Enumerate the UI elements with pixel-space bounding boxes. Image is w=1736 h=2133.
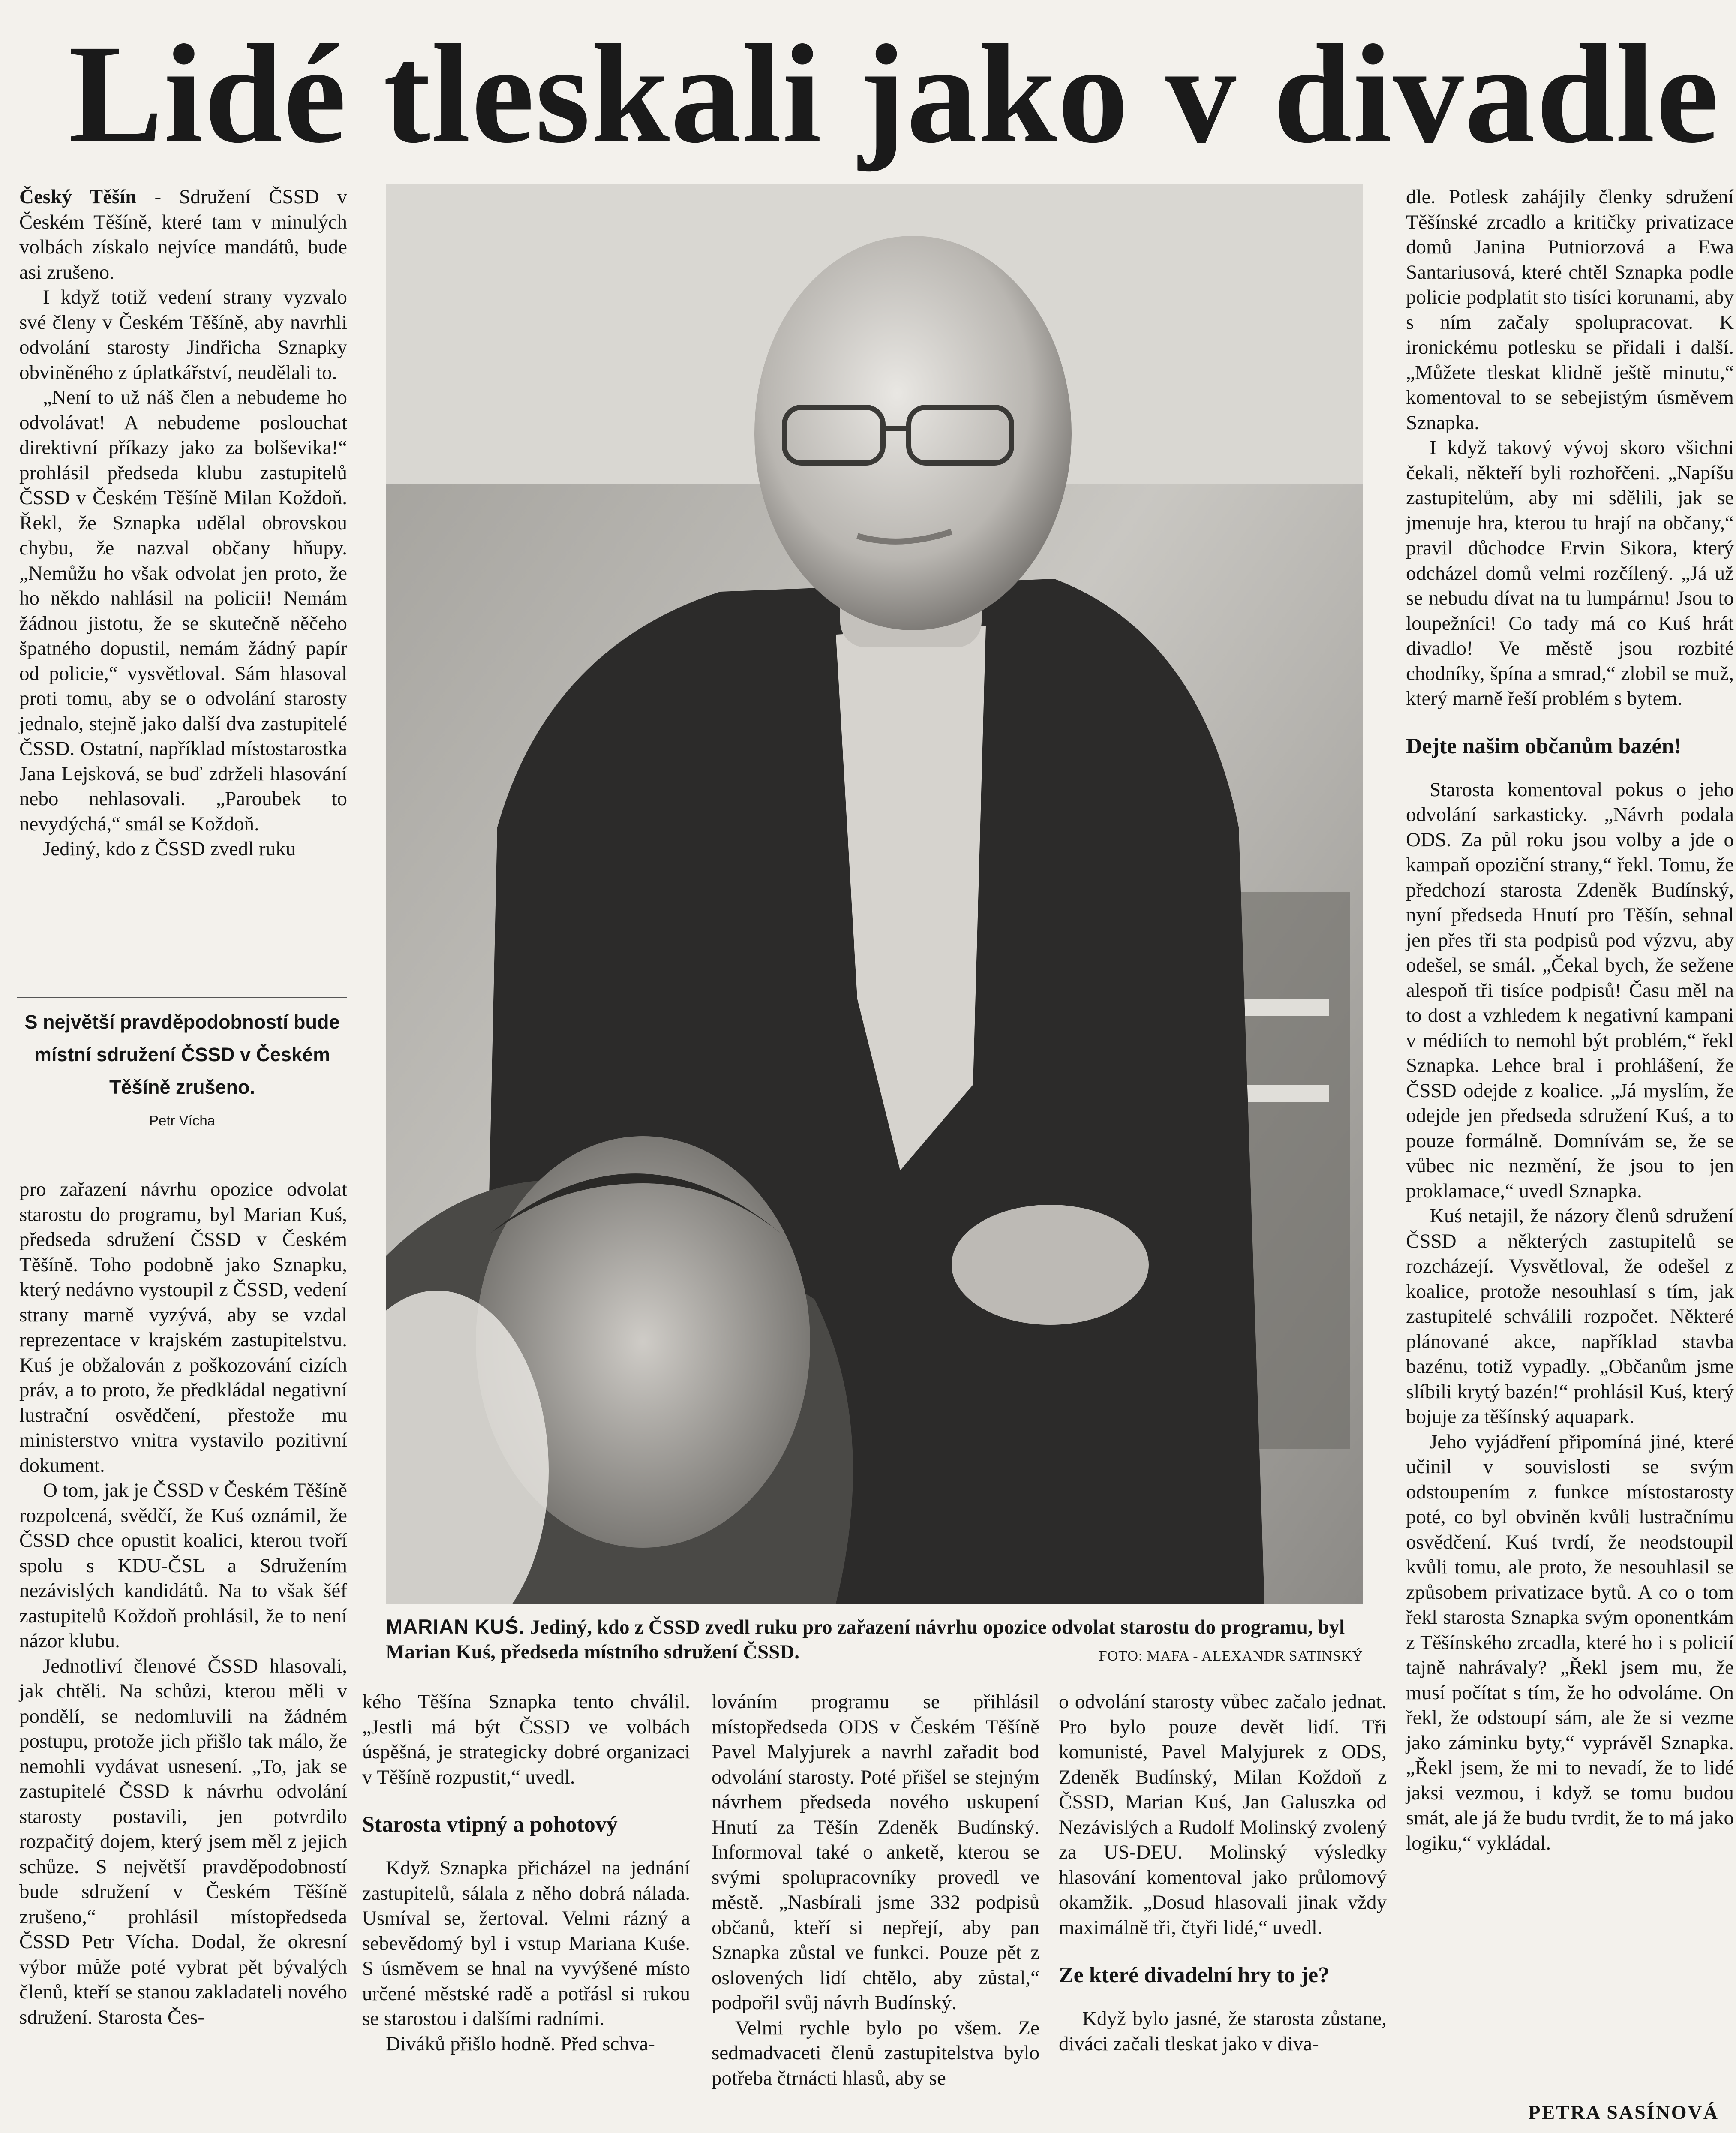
- pull-quote-author: Petr Vícha: [149, 1113, 216, 1128]
- headline: Lidé tleskali jako v divadle: [69, 16, 1720, 172]
- article-column-2: [362, 1689, 690, 2056]
- paragraph: lováním programu se přihlásil místopředseda ODS v Českém Těšíně Pavel Malyjurek a navrhl zařadit bod odvolání starosty. Poté přišel se stejným návrhem předseda nového uskupení Hnutí za Těšín Zdeněk Budínský. Informoval také o anketě, kterou se svými spolupracovníky provedl ve městě. „Nasbírali jsme 332 podpisů občanů, kteří si nepřejí, aby pan Sznapka zůstal ve funkci. Pouze pět z oslovených lidí chtělo, aby zůstal,“ podpořil svůj návrh Budínský.: [712, 1691, 1039, 2014]
- paragraph: Velmi rychle bylo po všem. Ze sedmadvaceti členů zastupitelstva bylo potřeba čtrnácti hlasů, aby se: [712, 2016, 1039, 2089]
- paragraph: o odvolání starosty vůbec začalo jednat. Pro bylo pouze devět lidí. Tři komunisté, Pavel Malyjurek z ODS, Zdeněk Budínský, Milan Koždoň z ČSSD, Marian Kuś, Jan Galuszka od Nezávislých a Rudolf Molinský zvolený za US-DEU. Molinský výsledky hlasování komentoval jako průlomový okamžik. „Dosud hlasovali jinak vždy maximálně tři, čtyři lidé,“ uvedl.: [1059, 1691, 1387, 1939]
- pull-quote-text: S největší pravděpodobností bude místní sdružení ČSSD v Českém Těšíně zrušeno.: [24, 1011, 340, 1098]
- subheading: Ze které divadelní hry to je?: [1059, 1963, 1330, 1987]
- paragraph: I když takový vývoj skoro všichni čekali, někteří byli rozhořčeni. „Napíšu zastupitelům, aby mi sdělili, jak se jmenuje hra, kterou tu hrají na občany,“ pravil důchodce Ervin Sikora, který odcházel domů velmi rozčílený. „Já už se nebudu dívat na tu lumpárnu! Jsou to loupežníci! Co tady má co Kuś hrát divadlo! Ve městě jsou rozbité chodníky, špína a smrad,“ zlobil se muž, který marně řeší problém s bytem.: [1406, 436, 1734, 710]
- paragraph: I když totiž vedení strany vyzvalo své členy v Českém Těšíně, aby navrhli odvolání starosty Jindřicha Sznapky obviněného z úplatkářství, neudělali to.: [19, 286, 347, 384]
- article-column-5: [1406, 184, 1734, 1856]
- photo-image: [386, 184, 1363, 1604]
- paragraph: pro zařazení návrhu opozice odvolat starostu do programu, byl Marian Kuś, předseda sdružení ČSSD v Českém Těšíně. Toho podobně jako Sznapku, který nedávno vystoupil z ČSSD, vedení strany marně vyzývá, aby se vzdal reprezentace v krajském zastupitelstvu. Kuś je obžalován z poškozování cizích práv, a to proto, že předkládal negativní lustrační osvědčení, přestože mu ministerstvo vnitra vystavilo pozitivní dokument.: [19, 1178, 347, 1477]
- paragraph-text: - Sdružení ČSSD v Českém Těšíně, které tam v minulých volbách získalo nejvíce mandátů, bude asi zrušeno.: [19, 186, 347, 283]
- paragraph: Jednotliví členové ČSSD hlasovali, jak chtěli. Na schůzi, kterou měli v pondělí, se nedomluvili na žádném postupu, protože jich přišlo tak málo, že nemohli vydávat usnesení. „To, jak se zastupitelé ČSSD k návrhu odvolání starosty postavili, jen potvrdilo rozpačitý dojem, který jsem měl z jejich schůze. S největší pravděpodobností bude sdružení v Českém Těšíně zrušeno,“ prohlásil místopředseda ČSSD Petr Vícha. Dodal, že okresní výbor může poté vybrat pět bývalých členů, kteří se stanou zakladateli nového sdružení. Starosta Čes-: [19, 1655, 347, 2028]
- byline: PETRA SASÍNOVÁ: [1528, 2101, 1719, 2123]
- photo-caption: [386, 1614, 1363, 1669]
- dateline-place: Český Těšín: [19, 186, 137, 208]
- paragraph: Diváků přišlo hodně. Před schva-: [386, 2032, 655, 2055]
- paragraph: „Není to už náš člen a nebudeme ho odvolávat! A nebudeme poslouchat direktivní příkazy jako za bolševika!“ prohlásil předseda klubu zastupitelů ČSSD v Českém Těšíně Milan Koždoň. Řekl, že Sznapka udělal obrovskou chybu, že nazval občany hňupy. „Nemůžu ho však odvolat jen proto, že ho někdo nahlásil na policii! Nemám žádnou jistotu, že se skutečně něčeho špatného dopustil, nemám žádný papír od policie,“ vysvětloval. Sám hlasoval proti tomu, aby se o odvolání starosty jednalo, stejně jako další dva zastupitelé ČSSD. Ostatní, například místostarostka Jana Lejsková, se buď zdrželi hlasování nebo nehlasovali. „Paroubek to nevydýchá,“ smál se Koždoň.: [19, 386, 347, 835]
- article-column-1: [19, 184, 347, 862]
- paragraph: Když bylo jasné, že starosta zůstane, diváci začali tleskat jako v diva-: [1059, 2007, 1387, 2055]
- paragraph: dle. Potlesk zahájily členky sdružení Těšínské zrcadlo a kritičky privatizace domů Janina Putniorzová a Ewa Santariusová, které chtěl Sznapka podle policie podplatit sto tisíci korunami, aby s ním začaly spolupracovat. K ironickému potlesku se přidali i další. „Můžete tleskat klidně ještě minutu,“ komentoval to se sebejistým úsměvem Sznapka.: [1406, 186, 1734, 434]
- paragraph: Když Sznapka přicházel na jednání zastupitelů, sálala z něho dobrá nálada. Usmíval se, žertoval. Velmi rázný a sebevědomý byl i vstup Mariana Kuśe. S úsměvem se hnal na vyvýšené místo určené městské radě a potřásl si rukou se starostou i dalšími radními.: [362, 1857, 690, 2030]
- article-column-4: [1059, 1689, 1387, 2056]
- paragraph: O tom, jak je ČSSD v Českém Těšíně rozpolcená, svědčí, že Kuś oznámil, že ČSSD chce opustit koalici, kterou tvoří spolu s KDU-ČSL a Sdružením nezávislých kandidátů. Na to však šéf zastupitelů Koždoň prohlásil, že to není názor klubu.: [19, 1479, 347, 1652]
- photo-credit: FOTO: MAFA - ALEXANDR SATINSKÝ: [1099, 1648, 1363, 1664]
- news-photo: [386, 184, 1363, 1604]
- pull-quote: [17, 997, 347, 1134]
- subheading: Starosta vtipný a pohotový: [362, 1812, 618, 1837]
- paragraph: Jeho vyjádření připomíná jiné, které učinil v souvislosti se svým odstoupením z funkce místostarosty poté, co byl obviněn kvůli lustračnímu osvědčení. Kuś tvrdí, že neodstoupil kvůli tomu, ale proto, že nesouhlasil se způsobem privatizace bytů. A co o tom řekl starosta Sznapka svým oponentkám z Těšínského zrcadla, které ho i s policií tajně nahrávaly? „Řekl jsem mu, že musí počítat s tím, že ho odvoláme. On řekl, že odstoupí sám, ale že si vezme jako záminku byty,“ vyprávěl Sznapka. „Řekl jsem, že mi to nevadí, že to lidé jaksi vezmou, i když se tomu budou smát, ale já že budu tvrdit, že to má jako logiku,“ vykládal.: [1406, 1430, 1734, 1854]
- subheading: Dejte našim občanům bazén!: [1406, 734, 1682, 758]
- paragraph: [19, 184, 347, 285]
- paragraph: Starosta komentoval pokus o jeho odvolání sarkasticky. „Návrh podala ODS. Za půl roku jsou volby a jde o kampaň opoziční strany,“ řekl. Tomu, že předchozí starosta Zdeněk Budínský, nyní předseda Hnutí pro Těšín, sehnal jen přes tři sta podpisů pod výzvu, aby odešel, se smál. „Čekal bych, že sežene alespoň tři tisíce podpisů! Času měl na to dost a vzhledem k negativní kampani v médiích to nemohl být problém,“ řekl Sznapka. Lehce bral i prohlášení, že ČSSD odejde z koalice. „Já myslím, že odejde jen předseda sdružení Kuś, a to pouze formálně. Domnívám se, že se vůbec nic nezmění, že jsou to jen proklamace,“ uvedl Sznapka.: [1406, 778, 1734, 1202]
- paragraph: Kuś netajil, že názory členů sdružení ČSSD a některých zastupitelů se rozcházejí. Vysvětloval, že odešel z koalice, protože nesouhlasí s tím, jak zastupitelé schválili rozpočet. Některé plánované akce, například stavba bazénu, totiž vypadly. „Občanům jsme slíbili krytý bazén!“ prohlásil Kuś, který bojuje za těšínský aquapark.: [1406, 1205, 1734, 1428]
- paragraph: kého Těšína Sznapka tento chválil. „Jestli má být ČSSD ve volbách úspěšná, je strategicky dobré organizaci v Těšíně rozpustit,“ uvedl.: [362, 1691, 690, 1788]
- paragraph: Jediný, kdo z ČSSD zvedl ruku: [43, 838, 296, 860]
- caption-text: Jediný, kdo z ČSSD zvedl ruku pro zařazení návrhu opozice odvolat starostu do programu, byl Marian Kuś, předseda místního sdružení ČSSD.: [386, 1616, 1345, 1663]
- article-column-3: [712, 1689, 1039, 2091]
- caption-name: MARIAN KUŚ.: [386, 1615, 525, 1638]
- article-column-1b: [19, 1177, 347, 2030]
